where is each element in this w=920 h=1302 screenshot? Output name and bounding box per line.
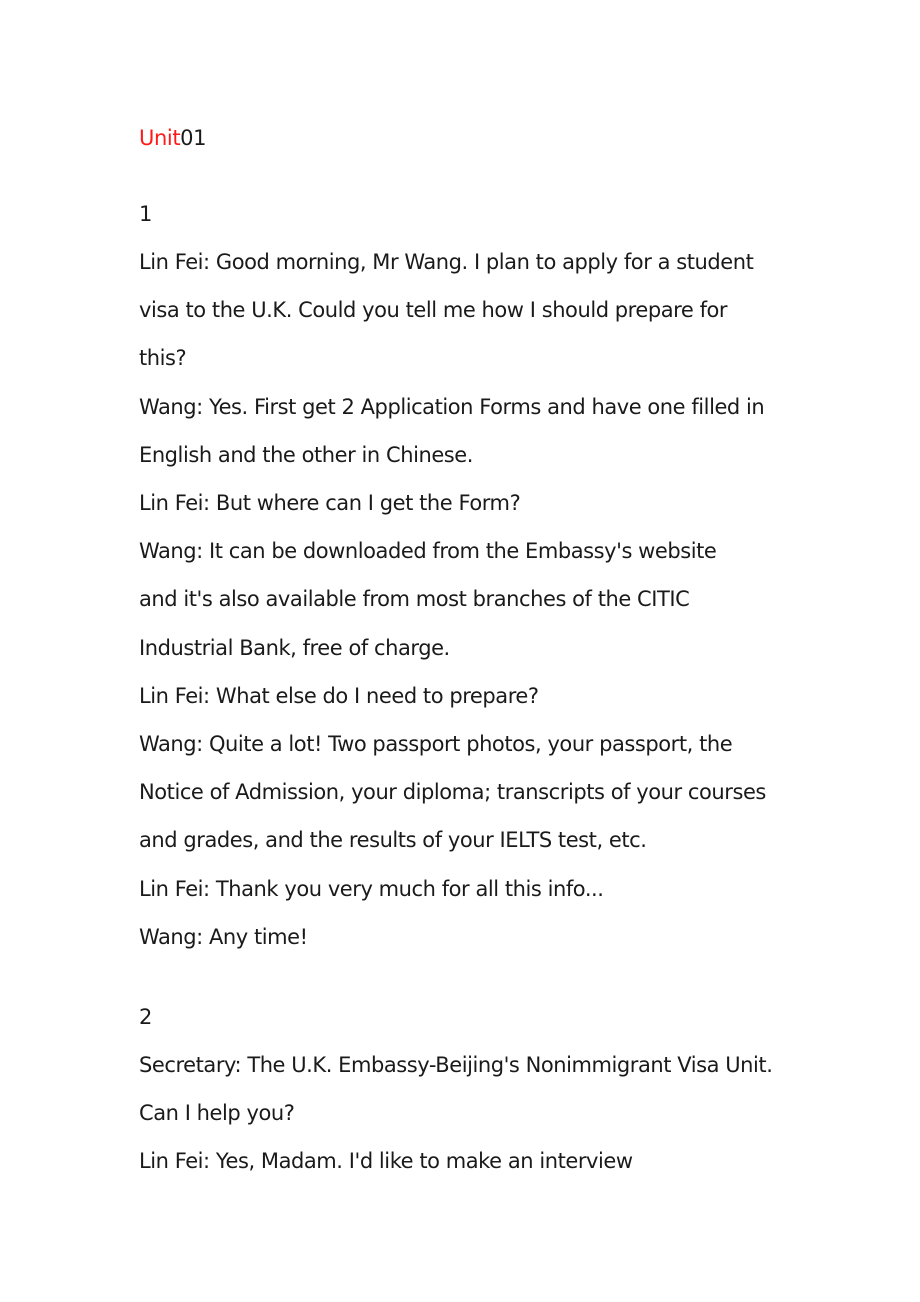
dialogue-line: Wang: Quite a lot! Two passport photos, your passport, the: [139, 732, 733, 757]
dialogue-line: Lin Fei: Good morning, Mr Wang. I plan to apply for a student: [139, 250, 754, 274]
dialogue-line: Industrial Bank, free of charge.: [139, 635, 450, 660]
dialogue-line: and it's also available from most branches of the CITIC: [139, 587, 690, 612]
unit-title: [139, 118, 799, 158]
dialogue-line: Notice of Admission, your diploma; transcripts of your courses: [139, 780, 766, 805]
unit-title-word: Unit: [139, 126, 181, 150]
section-number: 1: [139, 202, 152, 226]
dialogue-line: and grades, and the results of your IELTS test, etc.: [139, 828, 647, 853]
dialogue-section-1: [139, 190, 799, 961]
document-content: [139, 118, 799, 1186]
dialogue-line: this?: [139, 346, 187, 371]
unit-title-number: 01: [180, 126, 207, 150]
dialogue-line: English and the other in Chinese.: [139, 442, 473, 467]
dialogue-line: Lin Fei: But where can I get the Form?: [139, 491, 521, 516]
dialogue-section-2: [139, 993, 799, 1186]
dialogue-line: Lin Fei: Yes, Madam. I'd like to make an interview: [139, 1149, 633, 1174]
dialogue-line: Secretary: The U.K. Embassy-Beijing's Nonimmigrant Visa Unit.: [139, 1053, 773, 1078]
section-number: 2: [139, 1005, 152, 1030]
dialogue-line: visa to the U.K. Could you tell me how I should prepare for: [139, 298, 728, 323]
dialogue-line: Wang: Any time!: [139, 924, 308, 949]
dialogue-line: Lin Fei: What else do I need to prepare?: [139, 683, 539, 708]
dialogue-line: Lin Fei: Thank you very much for all this info...: [139, 876, 604, 901]
dialogue-line: Wang: Yes. First get 2 Application Forms and have one filled in: [139, 394, 765, 419]
dialogue-line: Wang: It can be downloaded from the Embassy's website: [139, 539, 717, 564]
dialogue-line: Can I help you?: [139, 1101, 295, 1126]
